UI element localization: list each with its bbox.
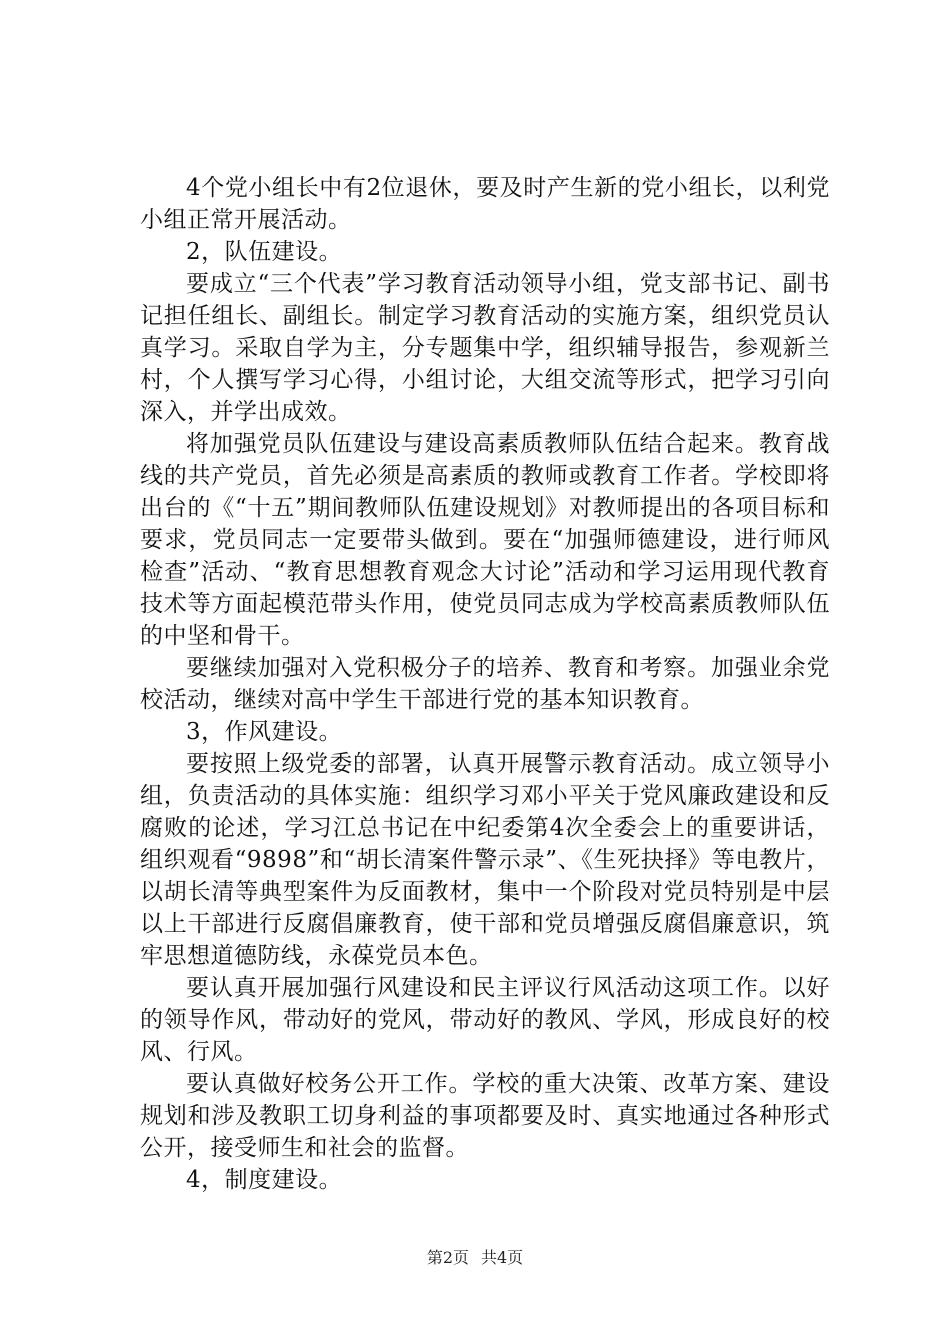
- paragraph: 4个党小组长中有2位退休，要及时产生新的党小组长，以利党小组正常开展活动。: [140, 175, 830, 233]
- page-number: 第2页: [426, 1248, 469, 1267]
- paragraph: 要成立“三个代表”学习教育活动领导小组，党支部书记、副书记担任组长、副组长。制定学习教育活动的实施方案，组织党员认真学习。采取自学为主，分专题集中学，组织辅导报告，参观新兰村，个人撰写学习心得，小组讨论，大组交流等形式，把学习引向深入，并学出成效。: [140, 271, 830, 425]
- page-total: 共4页: [481, 1248, 524, 1267]
- section-heading-style-building: 3，作风建设。: [186, 719, 343, 745]
- section-heading-system-building: 4，制度建设。: [186, 1167, 343, 1193]
- paragraph: 要认真开展加强行风建设和民主评议行风活动这项工作。以好的领导作风，带动好的党风，带动好的教风、学风，形成良好的校风、行风。: [140, 975, 830, 1065]
- paragraph: 将加强党员队伍建设与建设高素质教师队伍结合起来。教育战线的共产党员，首先必须是高素质的教师或教育工作者。学校即将出台的《“十五”期间教师队伍建设规划》对教师提出的各项目标和要求，党员同志一定要带头做到。要在“加强师德建设，进行师风检查”活动、“教育思想教育观念大讨论”活动和学习运用现代教育技术等方面起模范带头作用，使党员同志成为学校高素质教师队伍的中坚和骨干。: [140, 431, 830, 649]
- paragraph: 要认真做好校务公开工作。学校的重大决策、改革方案、建设规划和涉及教职工切身利益的事项都要及时、真实地通过各种形式公开，接受师生和社会的监督。: [140, 1071, 830, 1161]
- section-heading-team-building: 2，队伍建设。: [186, 239, 343, 265]
- paragraph: 要按照上级党委的部署，认真开展警示教育活动。成立领导小组，负责活动的具体实施：组织学习邓小平关于党风廉政建设和反腐败的论述，学习江总书记在中纪委第4次全委会上的重要讲话，组织观看“9898”和“胡长清案件警示录”、《生死抉择》等电教片，以胡长清等典型案件为反面教材，集中一个阶段对党员特别是中层以上干部进行反腐倡廉教育，使干部和党员增强反腐倡廉意识，筑牢思想道德防线，永葆党员本色。: [140, 751, 830, 969]
- paragraph: 要继续加强对入党积极分子的培养、教育和考察。加强业余党校活动，继续对高中学生干部进行党的基本知识教育。: [140, 655, 830, 713]
- document-body: [140, 172, 830, 1196]
- page-footer: [0, 1245, 950, 1268]
